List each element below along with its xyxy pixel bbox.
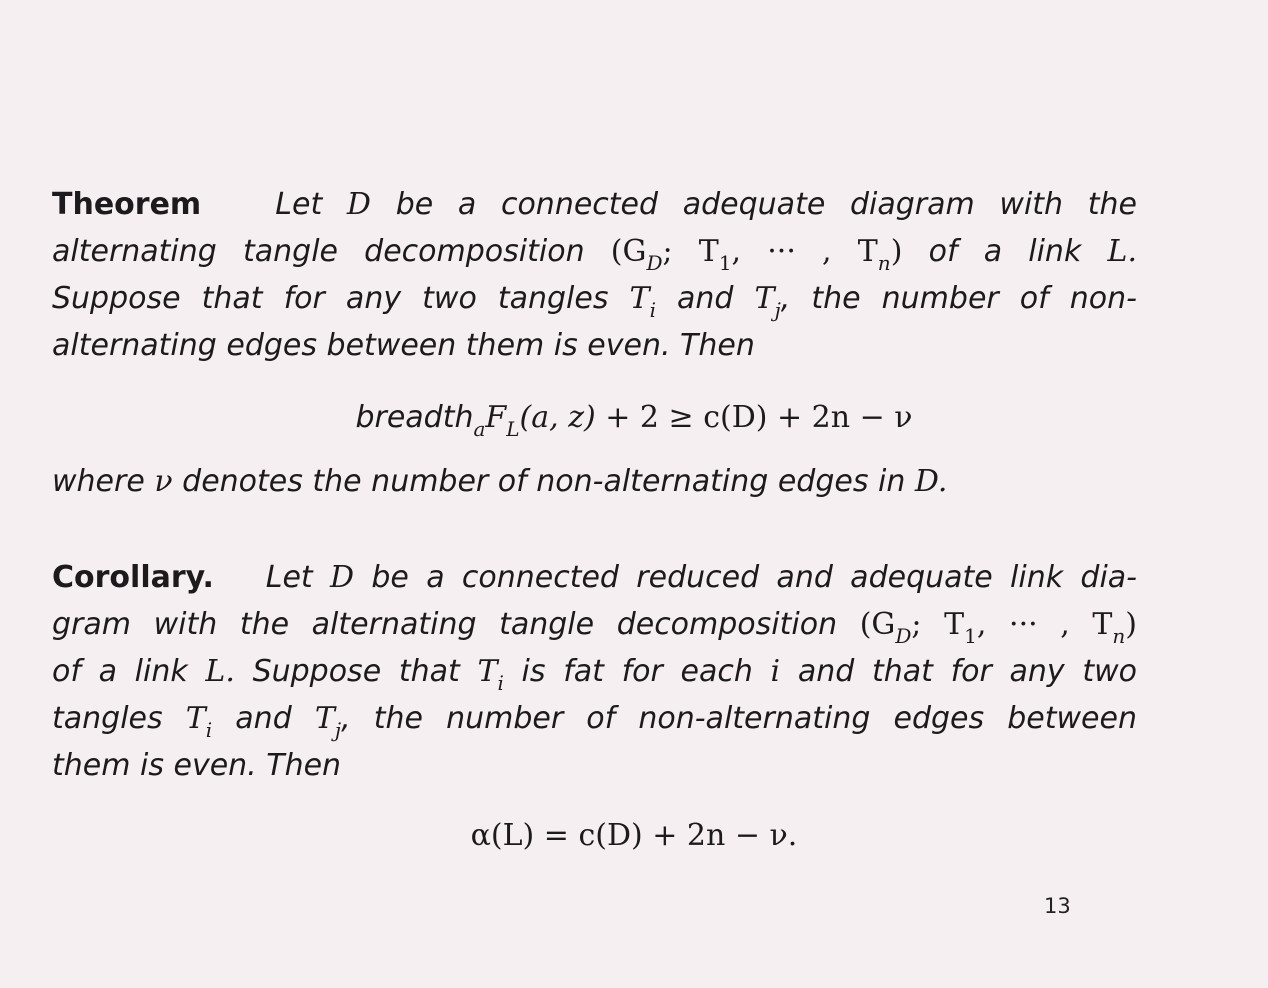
corollary-text: , the number of non-alternating edges between: [341, 701, 1137, 736]
math-part: , ··· , T: [976, 607, 1113, 642]
corollary-text: Suppose that: [252, 654, 460, 689]
theorem-line-2: [52, 228, 1137, 275]
theorem-text: , the number of non-: [780, 281, 1137, 316]
math-part: T: [629, 281, 650, 316]
corollary-text: Let: [265, 560, 313, 595]
theorem-text: be a connected adequate diagram with the: [395, 187, 1137, 222]
corollary-text: of a link: [52, 654, 188, 689]
corollary-tj: [314, 701, 342, 742]
formula-args: (a, z): [519, 400, 596, 435]
corollary-decomposition-math: [859, 607, 1137, 648]
theorem-text: alternating tangle decomposition: [52, 234, 585, 269]
math-part: F: [485, 400, 507, 435]
corollary-text: is fat for each: [521, 654, 753, 689]
math-subscript: j: [334, 718, 342, 742]
math-part: breadth: [355, 400, 474, 435]
theorem-block: [52, 181, 1137, 369]
corollary-line-3: [52, 648, 1137, 695]
corollary-ti: [185, 701, 213, 742]
theorem-var-nu: ν: [154, 464, 173, 499]
corollary-var-i: i: [770, 654, 781, 689]
theorem-text: Suppose that for any two tangles: [52, 281, 609, 316]
math-part: ; T: [911, 607, 965, 642]
corollary-text: tangles: [52, 701, 163, 736]
corollary-text: and that for any two: [797, 654, 1137, 689]
formula-breadth: [355, 400, 486, 441]
math-subscript: a: [473, 417, 486, 441]
page-number: 13: [1044, 894, 1071, 918]
math-part: (G: [610, 234, 647, 269]
theorem-ti: [629, 281, 656, 322]
math-part: T: [185, 701, 206, 736]
corollary-text: and: [235, 701, 292, 736]
theorem-text: of a link: [928, 234, 1082, 269]
theorem-text: alternating edges between them is even. Then: [52, 328, 755, 363]
theorem-text: Let: [275, 187, 323, 222]
formula-f: [485, 400, 520, 441]
corollary-text: be a connected reduced and adequate link dia-: [371, 560, 1137, 595]
math-part: (G: [859, 607, 896, 642]
corollary-formula: [0, 818, 1268, 853]
corollary-line-5: [52, 742, 1137, 789]
math-part: ): [1125, 607, 1137, 642]
corollary-var-d: D: [330, 560, 355, 595]
corollary-block: [52, 554, 1137, 789]
theorem-decomposition-math: [610, 234, 903, 275]
theorem-line-4: [52, 322, 1137, 369]
corollary-var-l: L.: [205, 654, 235, 689]
theorem-line-1: [52, 181, 1137, 228]
theorem-text: and: [677, 281, 734, 316]
corollary-text: them is even. Then: [52, 748, 342, 783]
math-subscript: 1: [718, 251, 732, 275]
math-part: , ··· , T: [731, 234, 878, 269]
math-subscript: 1: [964, 624, 977, 648]
math-part: T: [477, 654, 498, 689]
math-subscript: i: [497, 671, 504, 695]
corollary-line-4: [52, 695, 1137, 742]
corollary-label: Corollary.: [52, 560, 214, 595]
theorem-where-line: [52, 458, 1137, 505]
theorem-tj: [754, 281, 781, 322]
theorem-var-l: L.: [1107, 234, 1137, 269]
math-subscript: j: [774, 298, 781, 322]
corollary-text: gram with the alternating tangle decomposition: [52, 607, 838, 642]
math-part: T: [314, 701, 335, 736]
theorem-text: where: [52, 464, 145, 499]
theorem-where: [52, 458, 1137, 505]
formula-alpha: α(L) = c(D) + 2n − ν.: [470, 818, 798, 853]
math-subscript: D: [646, 251, 663, 275]
math-part: T: [754, 281, 775, 316]
corollary-line-2: [52, 601, 1137, 648]
theorem-var-d: D.: [914, 464, 948, 499]
theorem-line-3: [52, 275, 1137, 322]
math-part: ; T: [662, 234, 719, 269]
math-subscript: i: [649, 298, 656, 322]
math-subscript: n: [877, 251, 891, 275]
formula-rest: + 2 ≥ c(D) + 2n − ν: [595, 400, 913, 435]
math-subscript: n: [1112, 624, 1126, 648]
math-part: ): [890, 234, 903, 269]
theorem-label: Theorem: [52, 187, 202, 222]
math-subscript: D: [895, 624, 912, 648]
theorem-var-d: D: [346, 187, 371, 222]
theorem-text: denotes the number of non-alternating edges in: [182, 464, 906, 499]
math-subscript: i: [205, 718, 213, 742]
corollary-line-1: [52, 554, 1137, 601]
corollary-ti: [477, 654, 504, 695]
theorem-formula: [0, 400, 1268, 441]
math-subscript: L: [506, 417, 520, 441]
